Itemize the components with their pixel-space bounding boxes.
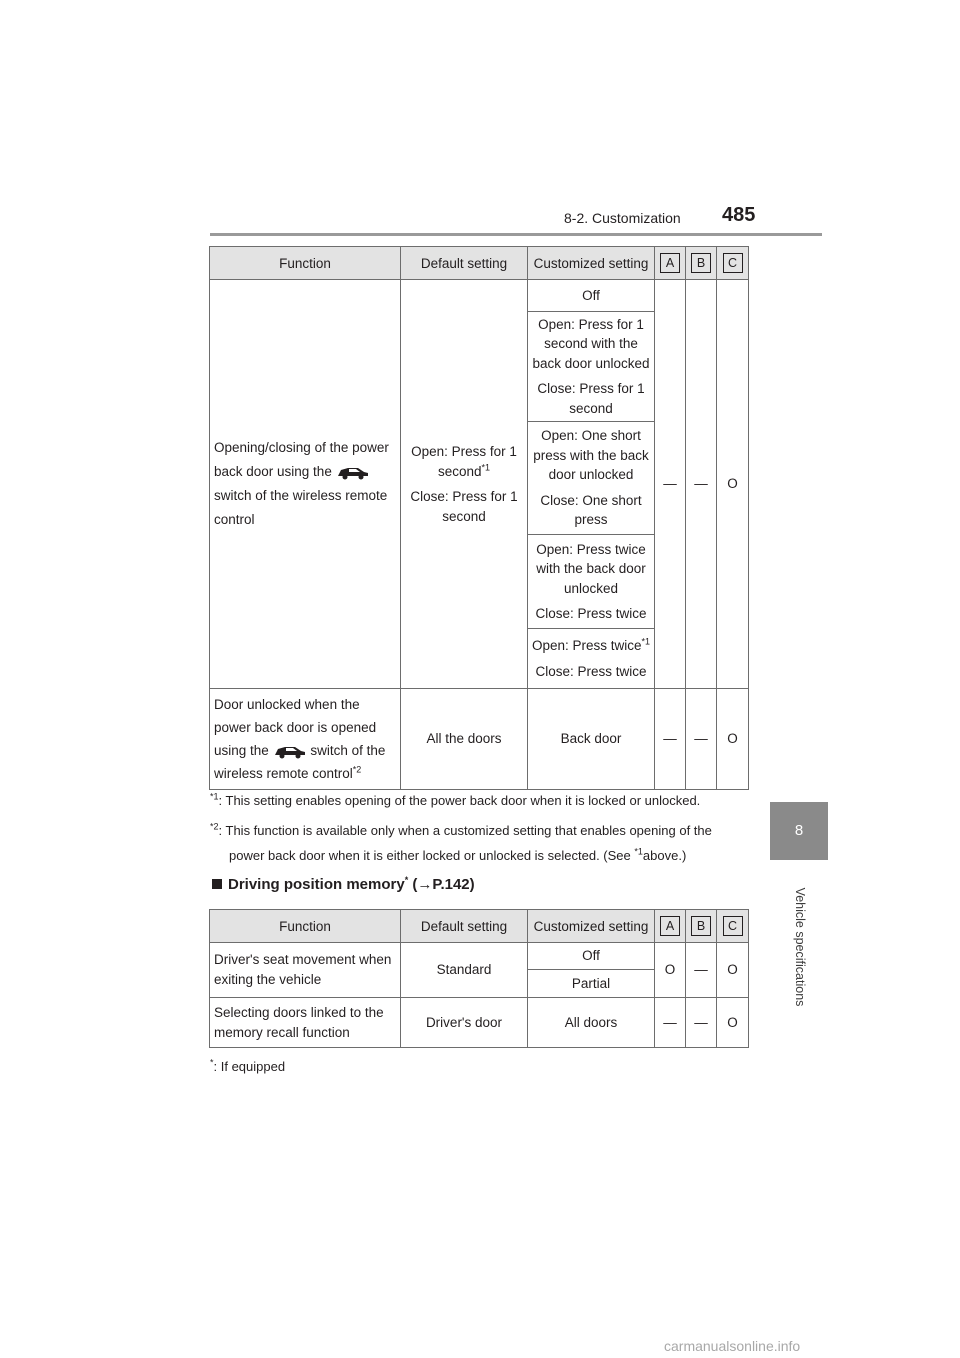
c-cell: O: [717, 943, 749, 998]
chapter-number: 8: [794, 822, 804, 839]
section-heading: [212, 876, 475, 893]
function-cell: Driver's seat movement when exiting the vehicle: [210, 943, 401, 998]
option-cell: [528, 629, 655, 689]
a-cell: O: [655, 943, 686, 998]
col-b-label: B: [691, 916, 711, 936]
col-c-label: C: [723, 253, 743, 273]
back-door-icon: [273, 744, 307, 759]
a-cell: —: [655, 689, 686, 790]
c-cell: O: [717, 998, 749, 1048]
function-text: Door unlocked when the power back door is opened using the: [214, 697, 377, 758]
option-cell: Off: [528, 280, 655, 312]
chapter-label: Vehicle specifications: [793, 887, 807, 1007]
option-cell: [528, 422, 655, 535]
b-cell: —: [686, 998, 717, 1048]
col-function: Function: [210, 910, 401, 943]
footnote-mark: *: [404, 875, 409, 885]
heading-text: Driving position memory: [228, 876, 405, 893]
option-close: Close: Press twice: [535, 663, 647, 679]
square-bullet-icon: [212, 879, 222, 889]
note-text: above.): [642, 848, 687, 863]
col-c-label: C: [723, 916, 743, 936]
default-cell: [401, 280, 528, 689]
col-customized: Customized setting: [528, 247, 655, 280]
footnote-mark: *1: [210, 791, 219, 802]
footnote-mark: *1: [481, 462, 491, 472]
col-a: [655, 910, 686, 943]
option-cell: All doors: [528, 998, 655, 1048]
footnote-mark: *: [210, 1057, 214, 1068]
col-default: Default setting: [401, 247, 528, 280]
table-header-row: [210, 247, 749, 280]
option-open: [528, 636, 654, 656]
col-a-label: A: [660, 916, 680, 936]
option-cell: Back door: [528, 689, 655, 790]
function-cell: Selecting doors linked to the memory recall function: [210, 998, 401, 1048]
chapter-label-wrap: [792, 872, 806, 1022]
default-cell: Standard: [401, 943, 528, 998]
footnote-mark: *1: [641, 636, 651, 647]
col-c: [717, 247, 749, 280]
note-text: power back door when it is either locked or unlocked is selected. (See: [229, 848, 631, 863]
footnote-mark: *2: [210, 821, 219, 832]
customization-table-power-back-door: [209, 246, 749, 790]
table-row: [210, 280, 749, 312]
option-cell: Off: [528, 943, 655, 970]
c-cell: O: [717, 280, 749, 689]
page-number: 485: [722, 204, 756, 226]
option-cell: [528, 535, 655, 629]
note-2: [210, 820, 712, 842]
option-cell: [528, 312, 655, 422]
header-rule: [210, 233, 822, 236]
b-cell: —: [686, 943, 717, 998]
option-close: Close: Press twice: [535, 606, 647, 621]
option-close: Close: One short press: [540, 492, 642, 528]
note-1: [210, 790, 700, 812]
note-text: : This function is available only when a customized setting that enables opening of the: [218, 823, 712, 838]
b-cell: —: [686, 689, 717, 790]
default-cell: Driver's door: [401, 998, 528, 1048]
table-row: [210, 998, 749, 1048]
b-cell: —: [686, 280, 717, 689]
function-text: switch of the wireless remote control: [214, 743, 386, 781]
option-open: Open: One short press with the back door unlocked: [533, 428, 649, 483]
note-text: : This setting enables opening of the power back door when it is locked or unlocked.: [218, 793, 701, 808]
option-cell: Partial: [528, 970, 655, 998]
back-door-icon: [336, 465, 370, 480]
footnote: [210, 1056, 285, 1078]
function-cell: [210, 689, 401, 790]
table-row: [210, 943, 749, 970]
option-open: Open: Press twice with the back door unlocked: [536, 541, 646, 596]
option-close: Close: Press for 1 second: [537, 381, 645, 416]
c-cell: O: [717, 689, 749, 790]
default-cell: All the doors: [401, 689, 528, 790]
page-reference-link[interactable]: (→P.142): [412, 876, 475, 893]
customization-table-driving-position-memory: [209, 909, 749, 1048]
col-b: [686, 910, 717, 943]
col-a-label: A: [660, 253, 680, 273]
section-title: 8-2. Customization: [564, 210, 681, 226]
option-open-text: Open: Press twice: [531, 638, 642, 653]
default-open: Open: Press for 1 second: [411, 444, 517, 479]
col-function: Function: [210, 247, 401, 280]
function-text: switch of the wireless remote control: [214, 488, 388, 527]
function-text: Opening/closing of the power back door using the: [214, 440, 389, 479]
col-c: [717, 910, 749, 943]
col-b: [686, 247, 717, 280]
footnote-mark: *1: [634, 846, 643, 857]
table-row: [210, 689, 749, 790]
function-cell: [210, 280, 401, 689]
a-cell: —: [655, 998, 686, 1048]
note-2-continued: [229, 845, 686, 867]
footnote-mark: *2: [352, 764, 362, 775]
a-cell: —: [655, 280, 686, 689]
footnote-text: : If equipped: [213, 1059, 286, 1074]
col-customized: Customized setting: [528, 910, 655, 943]
watermark: carmanualsonline.info: [664, 1338, 801, 1354]
col-a: [655, 247, 686, 280]
option-open: Open: Press for 1 second with the back door unlocked: [532, 316, 650, 371]
col-default: Default setting: [401, 910, 528, 943]
table-header-row: [210, 910, 749, 943]
default-close: Close: Press for 1 second: [410, 489, 518, 524]
col-b-label: B: [691, 253, 711, 273]
